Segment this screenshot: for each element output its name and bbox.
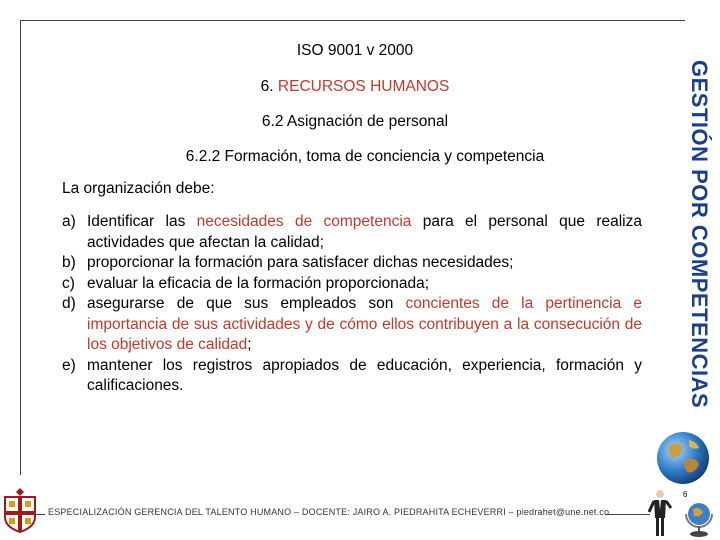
intro-text: La organización debe: <box>62 180 215 197</box>
list-item-b <box>62 253 642 274</box>
requirements-list <box>62 212 642 397</box>
list-item-c <box>62 274 642 295</box>
item-text: asegurarse de que sus empleados son <box>87 295 406 312</box>
footer-text: ESPECIALIZACIÓN GERENCIA DEL TALENTO HUMANO – DOCENTE: JAIRO A. PIEDRAHITA ECHEVERRI – piedrahet@une.net.co <box>48 507 610 517</box>
section-title <box>40 78 670 96</box>
list-item-d <box>62 294 642 356</box>
section-number: 6. <box>260 78 274 95</box>
list-item-e <box>62 356 642 397</box>
globe-stand-icon <box>680 500 718 538</box>
list-item-a <box>62 212 642 253</box>
frame-left-line <box>20 20 21 475</box>
list-marker: e) <box>62 356 76 374</box>
frame-top-line <box>20 20 685 21</box>
item-text: ; <box>247 336 252 353</box>
item-highlight: necesidades de competencia <box>196 213 412 230</box>
subsubsection-title: 6.2.2 Formación, toma de conciencia y competencia <box>185 148 545 165</box>
businessman-figure-icon <box>648 488 672 538</box>
side-title: GESTIÓN POR COMPETENCIAS <box>687 60 712 409</box>
item-text: evaluar la eficacia de la formación proporcionada; <box>87 274 430 292</box>
list-marker: b) <box>62 254 76 271</box>
list-marker: c) <box>62 274 75 292</box>
subsection-title: 6.2 Asignación de personal <box>261 113 449 130</box>
item-text: Identificar las <box>87 213 197 230</box>
standard-title: ISO 9001 v 2000 <box>296 42 414 59</box>
globe-icon <box>655 430 711 486</box>
item-text: mantener los registros apropiados de educación, experiencia, formación y calificaciones. <box>87 356 642 394</box>
item-highlight: concientes de la pertinencia e importancia de sus actividades y de cómo ellos contribuyen a la consecución de los objetivos de calidad <box>87 295 642 353</box>
university-shield-logo <box>2 487 38 533</box>
list-marker: d) <box>62 295 76 312</box>
page-number: 6 <box>683 490 688 499</box>
frame-bottom-line-right <box>605 514 650 515</box>
item-text: proporcionar la formación para satisfacer dichas necesidades; <box>87 254 514 271</box>
section-name: RECURSOS HUMANOS <box>277 78 450 95</box>
list-marker: a) <box>62 213 76 230</box>
item-text: para el personal que realiza actividades que afectan la calidad; <box>87 213 642 251</box>
